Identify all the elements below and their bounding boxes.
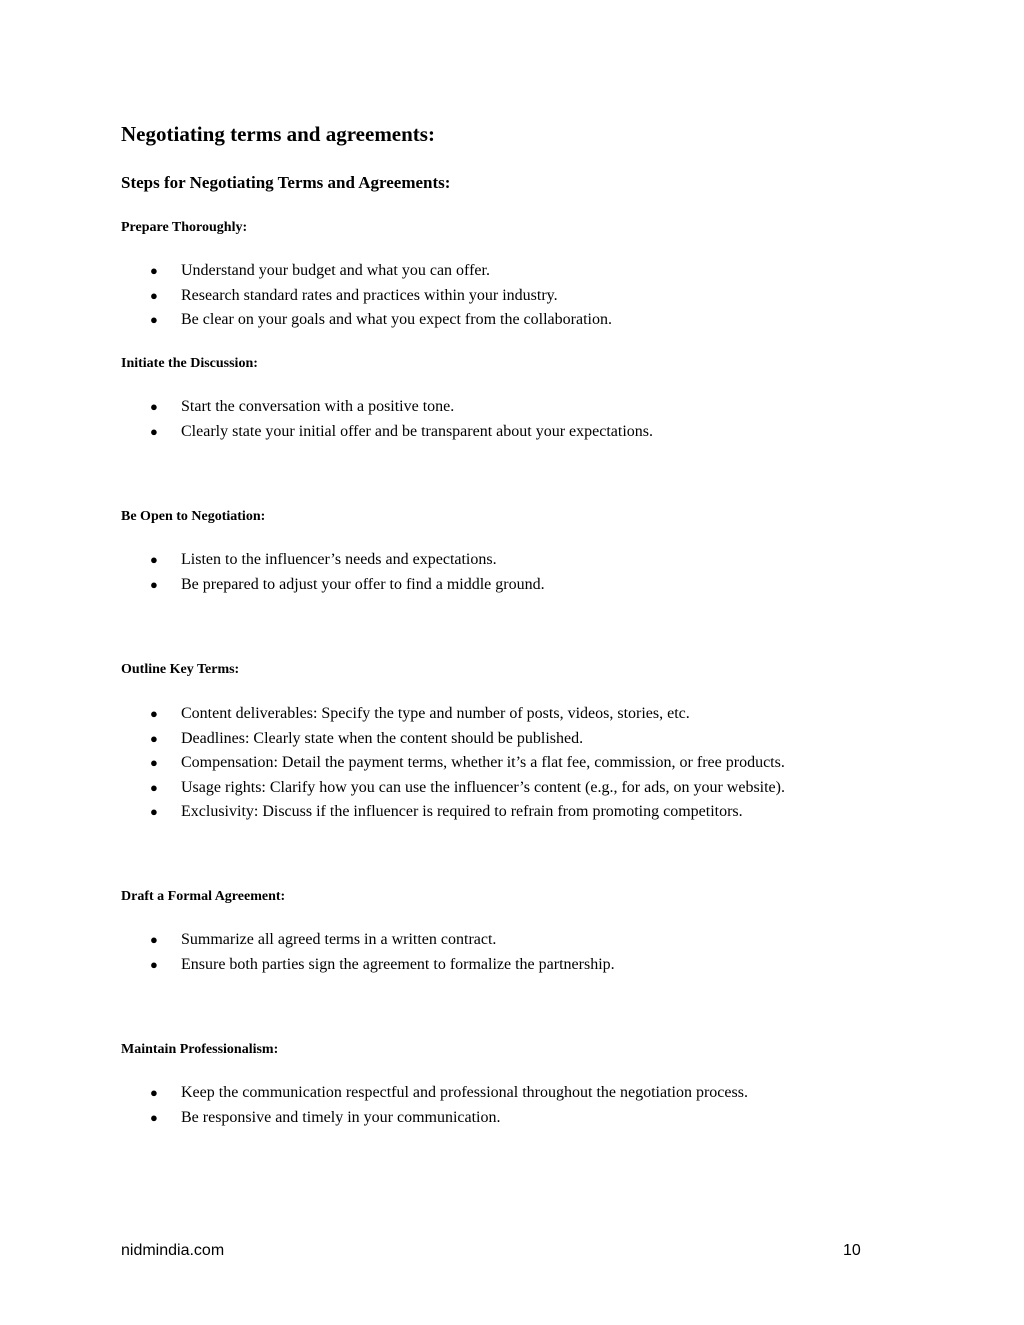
bullet-icon: ●	[150, 804, 158, 819]
footer-site: nidmindia.com	[121, 1242, 225, 1259]
bullet-icon: ●	[150, 706, 158, 721]
section-heading-open-to-negotiation: Be Open to Negotiation:	[121, 509, 266, 524]
page-title: Negotiating terms and agreements:	[121, 122, 435, 146]
section-heading-outline-key-terms: Outline Key Terms:	[121, 662, 240, 677]
bullet-icon: ●	[150, 755, 158, 770]
bullet-icon: ●	[150, 399, 158, 414]
section-heading-maintain-professionalism: Maintain Professionalism:	[121, 1042, 279, 1057]
bullet-icon: ●	[150, 287, 158, 303]
bullet-icon: ●	[150, 730, 158, 746]
bullet-icon: ●	[150, 312, 158, 327]
bullet-icon: ●	[150, 932, 158, 947]
section-heading-prepare-thoroughly: Prepare Thoroughly:	[121, 220, 248, 235]
bullet-icon: ●	[150, 1109, 158, 1125]
bullet-icon: ●	[150, 956, 158, 972]
bullet-icon: ●	[150, 552, 158, 567]
bullet-icon: ●	[150, 779, 158, 795]
section-heading-initiate-discussion: Initiate the Discussion:	[121, 356, 258, 371]
bullet-icon: ●	[150, 423, 158, 439]
bullet-icon: ●	[150, 576, 158, 592]
page-number: 10	[843, 1242, 861, 1259]
section-heading-draft-agreement: Draft a Formal Agreement:	[121, 889, 286, 904]
page-subtitle: Steps for Negotiating Terms and Agreements:	[121, 173, 451, 192]
bullet-icon: ●	[150, 263, 158, 278]
bullet-icon: ●	[150, 1085, 158, 1100]
